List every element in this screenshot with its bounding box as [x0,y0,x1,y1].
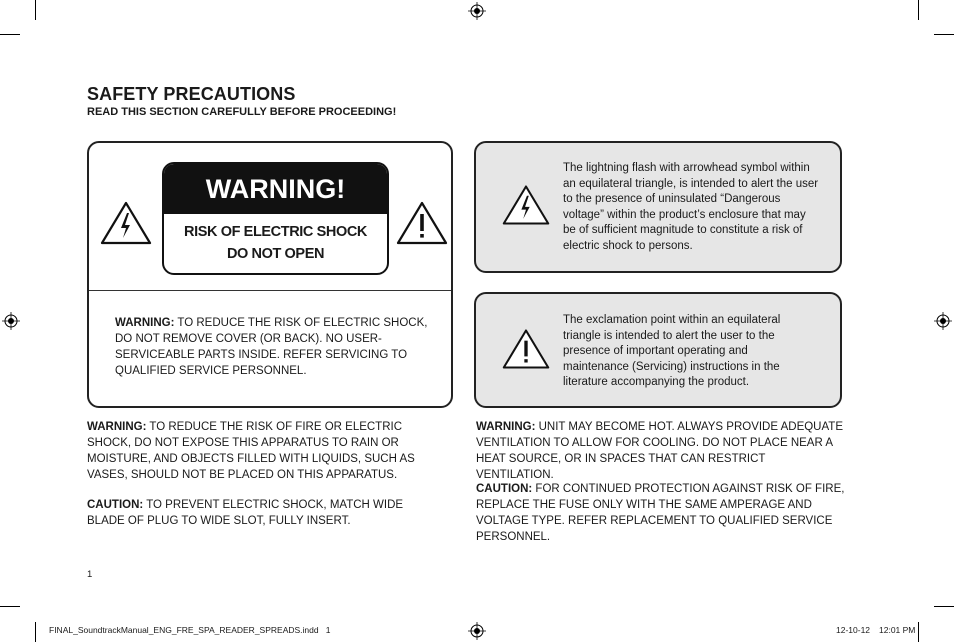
warning-box-text [115,315,433,379]
registration-mark-icon [934,312,952,330]
warning-label-heading: WARNING! [164,164,387,214]
crop-mark [934,34,954,35]
crop-mark [918,622,919,642]
footer-time: 12:01 PM [879,625,916,635]
page-number: 1 [87,569,93,580]
notice-body: UNIT MAY BECOME HOT. ALWAYS PROVIDE ADEQUATE VENTILATION TO ALLOW FOR COOLING. DO NOT PLACE NEAR A HEAT SOURCE, OR IN SPACES THAT CAN RESTRICT VENTILATION. [476,421,844,481]
page-subtitle: READ THIS SECTION CAREFULLY BEFORE PROCEEDING! [87,106,397,118]
crop-mark [0,606,20,607]
page-title: SAFETY PRECAUTIONS [87,84,296,104]
symbol-note-exclamation [474,292,842,408]
warning-body: TO REDUCE THE RISK OF ELECTRIC SHOCK, DO NOT REMOVE COVER (OR BACK). NO USER-SERVICEABLE PARTS INSIDE. REFER SERVICING TO QUALIFIED SERVICE PERSONNEL. [115,317,428,377]
registration-mark-icon [468,622,486,640]
symbol-note-text: The lightning flash with arrowhead symbol within an equilateral triangle, is intended to alert the user to the presence of uninsulated “Dangerous voltage” within the product’s enclosure that may be of sufficient magnitude to constitute a risk of electric shock to persons. [563,162,819,252]
lightning-triangle-icon [501,183,551,227]
notice-plug-caution [87,497,432,529]
notice-body: TO REDUCE THE RISK OF FIRE OR ELECTRIC SHOCK, DO NOT EXPOSE THIS APPARATUS TO RAIN OR MOISTURE, AND OBJECTS FILLED WITH LIQUIDS, SUCH AS VASES, SHOULD NOT BE PLACED ON THIS APPARATUS. [87,421,415,481]
footer-filename: FINAL_SoundtrackManual_ENG_FRE_SPA_READER_SPREADS.indd 1 [49,625,331,635]
crop-mark [35,0,36,20]
warning-label-line: RISK OF ELECTRIC SHOCK [184,224,367,240]
notice-fuse-caution [476,481,848,545]
warning-lead: WARNING: [115,317,175,329]
notice-fire-moisture [87,419,432,483]
notice-lead: CAUTION: [87,499,144,511]
warning-label [162,162,389,275]
crop-mark [934,606,954,607]
symbol-note-lightning [474,141,842,273]
warning-label-box [87,141,453,408]
crop-mark [35,622,36,642]
warning-label-line: DO NOT OPEN [226,246,325,262]
footer-date: 12-10-12 [836,625,871,635]
notice-heat-ventilation [476,419,844,483]
notice-body: TO PREVENT ELECTRIC SHOCK, MATCH WIDE BLADE OF PLUG TO WIDE SLOT, FULLY INSERT. [87,499,404,527]
notice-lead: CAUTION: [476,483,533,495]
lightning-triangle-icon [99,200,153,246]
registration-mark-icon [468,2,486,20]
registration-mark-icon [2,312,20,330]
notice-body: FOR CONTINUED PROTECTION AGAINST RISK OF FIRE, REPLACE THE FUSE ONLY WITH THE SAME AMPERAGE AND VOLTAGE TYPE. REFER REPLACEMENT TO QUALIFIED SERVICE PERSONNEL. [476,483,845,543]
symbol-note-text: The exclamation point within an equilateral triangle is intended to alert the user to the presence of important operating and maintenance (Servicing) instructions in the literature accompanying the product. [563,314,781,389]
divider [89,290,451,291]
exclamation-triangle-icon [501,327,551,371]
crop-mark [918,0,919,20]
exclamation-triangle-icon [395,200,449,246]
notice-lead: WARNING: [476,421,536,433]
notice-lead: WARNING: [87,421,147,433]
crop-mark [0,34,20,35]
